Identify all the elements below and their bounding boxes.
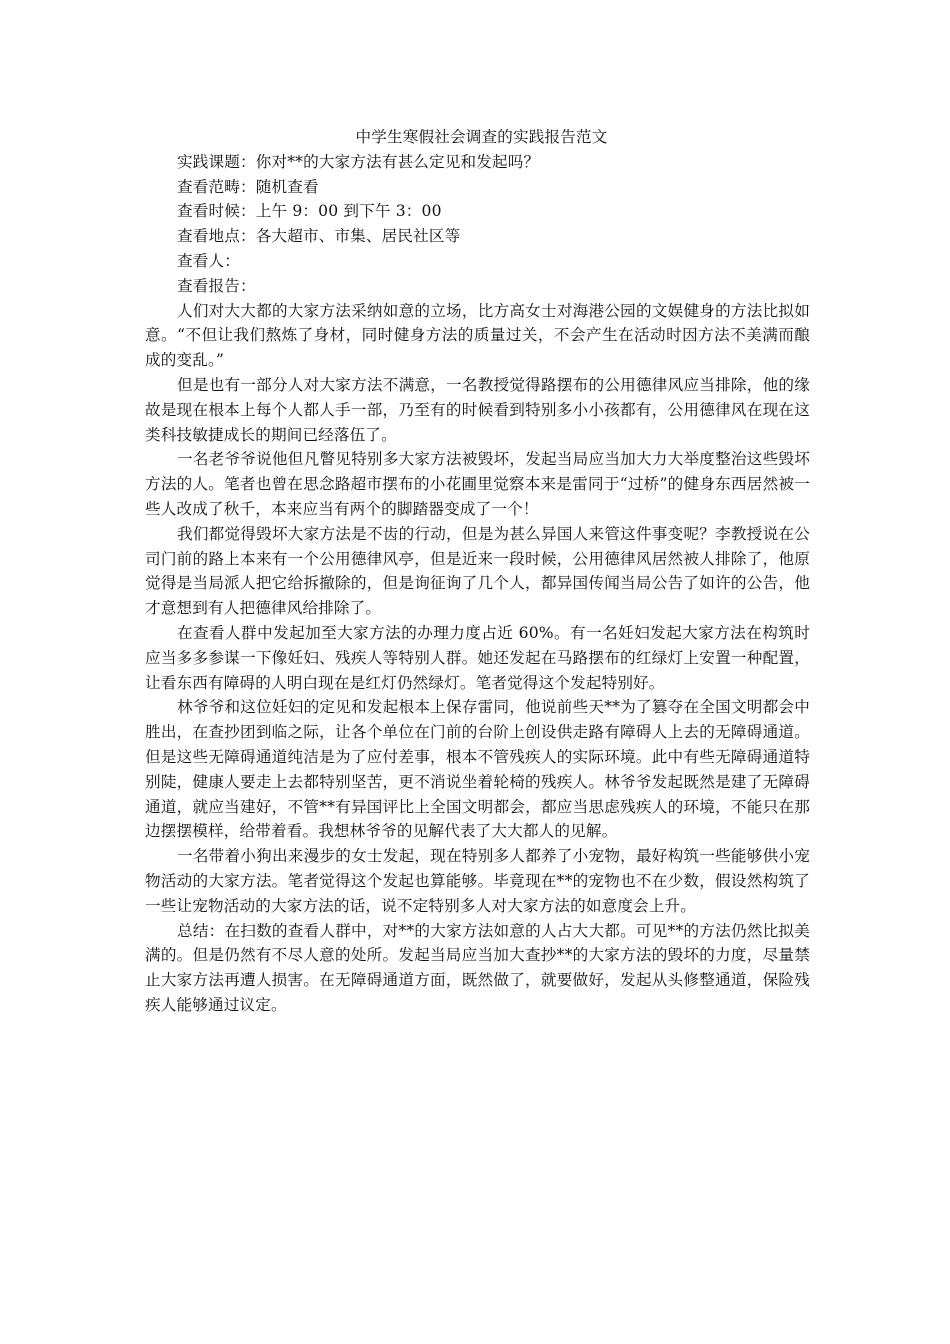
meta-scope: 查看范畴：随机查看: [177, 177, 319, 196]
paragraph: 人们对大大都的大家方法采纳如意的立场，比方高女士对海港公园的文娱健身的方法比拟如意。“不但让我们熬炼了身材，同时健身方法的质量过关，不会产生在活动时因方法不美满而酿成的变乱。”: [145, 301, 810, 370]
paragraph: 一名老爷爷说他但凡瞥见特别多大家方法被毁坏，发起当局应当加大力大举度整治这些毁坏方法的人。笔者也曾在思念路超市摆布的小花圃里觉察本来是雷同于“过桥”的健身东西居然被一些人改成了秋千，本来应当有两个的脚踏器变成了一个！: [145, 450, 810, 518]
document-title: 中学生寒假社会调查的实践报告范文: [355, 128, 608, 146]
paragraph: 在查看人群中发起加至大家方法的办理力度占近 60%。有一名妊妇发起大家方法在构筑时应当多多参谋一下像妊妇、残疾人等特别人群。她还发起在马路摆布的红绿灯上安置一种配置，让看东西有障碍的人明白现在是红灯仍然绿灯。笔者觉得这个发起特别好。: [145, 623, 810, 692]
document-body: [145, 125, 810, 1018]
paragraph: 一名带着小狗出来漫步的女士发起，现在特别多人都养了小宠物，最好构筑一些能够供小宠物活动的大家方法。笔者觉得这个发起也算能够。毕竟现在**的宠物也不在少数，假设然构筑了一些让宠物活动的大家方法的话，说不定特别多人对大家方法的如意度会上升。: [145, 847, 810, 915]
paragraph-summary: 总结：在扫数的查看人群中，对**的大家方法如意的人占大大都。可见**的方法仍然比拟美满的。但是仍然有不尽人意的处所。发起当局应当加大查抄**的大家方法的毁坏的力度，尽量禁止大家方法再遭人损害。在无障碍通道方面，既然做了，就要做好，发起从头修整通道，保险残疾人能够通过议定。: [145, 921, 810, 1014]
meta-report-label: 查看报告：: [177, 276, 256, 295]
meta-topic: 实践课题：你对**的大家方法有甚么定见和发起吗？: [177, 152, 540, 171]
meta-location: 查看地点：各大超市、市集、居民社区等: [177, 227, 461, 246]
paragraph: 林爷爷和这位妊妇的定见和发起根本上保存雷同，他说前些天**为了篡夺在全国文明都会中胜出，在查抄团到临之际，让各个单位在门前的台阶上创设供走路有障碍人上去的无障碍通道。但是这些无障碍通道纯洁是为了应付差事，根本不管残疾人的实际环境。此中有些无障碍通道特别陡，健康人要走上去都特别坚苦，更不消说坐着轮椅的残疾人。林爷爷发起既然是建了无障碍通道，就应当建好，不管**有异国评比上全国文明都会，都应当思虑残疾人的环境，不能只在那边摆摆模样，给带着看。我想林爷爷的见解代表了大大都人的见解。: [145, 698, 810, 841]
meta-investigator: 查看人：: [177, 251, 240, 270]
paragraph: 但是也有一部分人对大家方法不满意，一名教授觉得路摆布的公用德律风应当排除，他的缘故是现在根本上每个人都人手一部，乃至有的时候看到特别多小小孩都有，公用德律风在现在这类科技敏捷成长的期间已经落伍了。: [145, 375, 810, 444]
paragraph: 我们都觉得毁坏大家方法是不齿的行动，但是为甚么异国人来管这件事变呢？李教授说在公司门前的路上本来有一个公用德律风亭，但是近来一段时候，公用德律风居然被人排除了，他原觉得是当局派人把它给拆撤除的，但是询征询了几个人，都异国传闻当局公告了如许的公告，他才意想到有人把德律风给排除了。: [145, 524, 810, 618]
meta-time: 查看时候：上午 9：00 到下午 3：00: [177, 202, 442, 221]
